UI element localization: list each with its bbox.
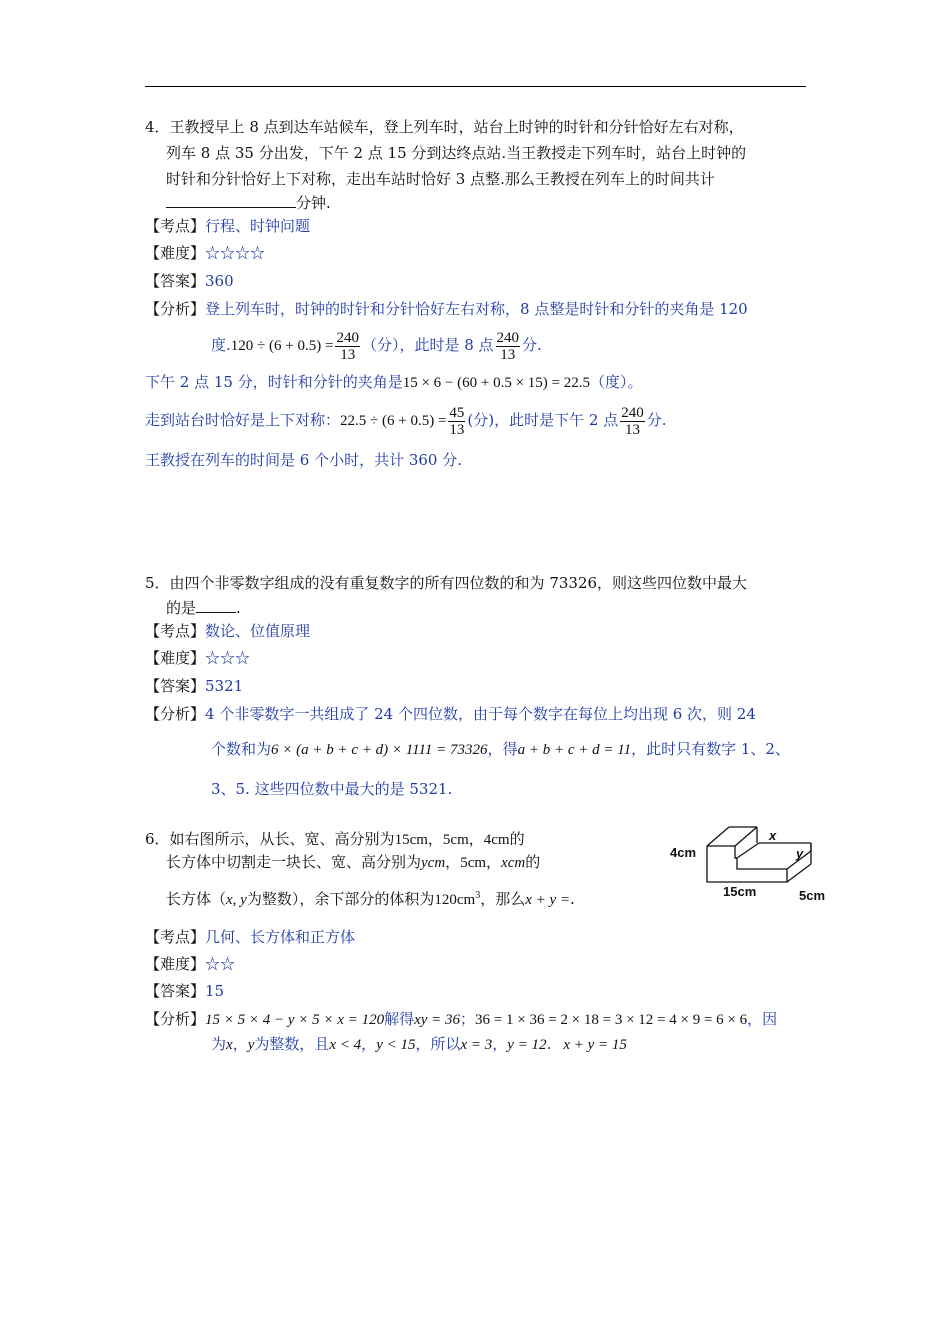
q4-a2-fraction-2 (496, 330, 521, 363)
q5-nandu (145, 648, 250, 668)
q4-a2-pre: 度. (211, 336, 231, 354)
q6-a2-x: x (226, 1037, 233, 1053)
q5-answer-blank (196, 598, 236, 613)
q6-daan (145, 981, 224, 1001)
q6-kaodian-value: 几何、长方体和正方体 (205, 928, 356, 946)
q5-nandu-label: 【难度】 (145, 649, 206, 667)
q5-kaodian-label: 【考点】 (145, 622, 206, 640)
cuboid-edge (707, 827, 729, 846)
q6-text-2-end: 的 (525, 853, 541, 871)
header-rule (145, 86, 806, 87)
frac-denominator: 13 (624, 421, 640, 438)
q5-nandu-value: ☆☆☆ (205, 649, 251, 667)
q4-a2-mid: （分），此时是 8 点 (361, 336, 494, 354)
q6-a2-e2: y < 15 (376, 1037, 416, 1053)
q6-daan-value: 15 (205, 982, 225, 1000)
q6-cuboid-figure (665, 818, 835, 910)
q6-a2-comma2: ， (361, 1035, 377, 1053)
q4-analysis-2 (211, 327, 542, 364)
frac-numerator: 45 (449, 404, 465, 421)
q5-kaodian-value: 数论、位值原理 (205, 622, 311, 640)
q6-a1-expr: 15 × 5 × 4 − y × 5 × x = 120 (205, 1012, 385, 1028)
q6-nandu-label: 【难度】 (145, 955, 206, 973)
q6-sep-3: ， (445, 853, 461, 871)
frac-numerator: 240 (621, 404, 644, 421)
q6-number: 6． (145, 830, 170, 848)
fig-label-height: 4cm (670, 845, 697, 860)
q5-analysis-3 (211, 779, 452, 799)
frac-numerator: 240 (336, 329, 359, 346)
q4-a4-mid: (分)，此时是下午 2 点 (467, 411, 619, 429)
frac-denominator: 13 (449, 421, 465, 438)
q6-a2-e3: x = 3 (460, 1037, 493, 1053)
q6-a2-comma3: ， (492, 1035, 508, 1053)
q6-sum-expr: x + y = (525, 892, 571, 908)
q5-fenxi (145, 704, 756, 724)
cuboid-edge (737, 843, 759, 858)
q5-line2 (166, 598, 241, 618)
q5-text-2: 的是 (166, 599, 197, 617)
q4-daan-label: 【答案】 (145, 272, 206, 290)
q6-text-1-end: 的 (509, 830, 525, 848)
q6-text-1: 如右图所示，从长、宽、高分别为 (169, 830, 395, 848)
q5-daan-value: 5321 (205, 677, 244, 695)
q6-a2-dot: . (546, 1035, 552, 1053)
q6-xy: x, y (226, 892, 247, 908)
fig-label-length: 15cm (723, 884, 757, 899)
q4-daan-value: 360 (205, 272, 234, 290)
q6-analysis-2 (211, 1034, 627, 1055)
q6-volume: 120cm (434, 892, 476, 908)
q6-sep-4: ， (486, 853, 502, 871)
q6-a1-mid: 解得 (384, 1010, 415, 1028)
q6-v4: 4cm (483, 832, 510, 848)
q4-analysis-1: 登上列车时，时钟的时针和分针恰好左右对称，8 点整是时针和分针的夹角是 120 (205, 300, 748, 318)
q5-a2-expr: 6 × (a + b + c + d) × 1111 = 73326 (271, 742, 488, 758)
q6-v5b: 5cm (460, 855, 487, 871)
q4-analysis-5 (145, 450, 462, 470)
q4-nandu (145, 243, 265, 263)
q4-line3 (166, 169, 715, 189)
frac-denominator: 13 (340, 346, 356, 363)
q6-a2-e1: x < 4 (329, 1037, 362, 1053)
q6-vx: xcm (501, 855, 526, 871)
q4-analysis-4 (145, 402, 667, 439)
q4-a3-expr: 15 × 6 − (60 + 0.5 × 15) = 22.5 (402, 375, 591, 391)
q6-kaodian (145, 927, 355, 947)
q6-line3 (166, 889, 575, 910)
q4-a4-pre: 走到站台时恰好是上下对称： (145, 411, 341, 429)
q6-a2-comma1: ， (232, 1035, 248, 1053)
q5-a3-text: 3、5. 这些四位数中最大的是 5321. (211, 780, 453, 798)
q6-a1-expr2: xy = 36 (414, 1012, 461, 1028)
q6-a2-y: y (247, 1037, 255, 1053)
q6-v15: 15cm (394, 832, 428, 848)
q5-daan-label: 【答案】 (145, 677, 206, 695)
frac-numerator: 240 (496, 329, 520, 346)
q4-fenxi-label: 【分析】 (145, 300, 206, 318)
q4-line4 (166, 193, 331, 213)
q4-kaodian (145, 216, 310, 236)
q6-kaodian-label: 【考点】 (145, 928, 206, 946)
q4-a2-fraction (335, 330, 360, 363)
q6-a1-expr3: 36 = 1 × 36 = 2 × 18 = 3 × 12 = 4 × 9 = 6 × 6 (475, 1012, 748, 1028)
q4-text-2: 列车 8 点 35 分出发，下午 2 点 15 分到达终点站.当王教授走下列车时，站台上时钟的 (166, 144, 747, 162)
q5-line1 (145, 573, 747, 593)
q4-text-4: 分钟. (296, 194, 331, 212)
q5-kaodian (145, 621, 310, 641)
fig-label-x: x (769, 828, 777, 843)
q6-a2-pre: 为 (211, 1035, 227, 1053)
q6-v5: 5cm (442, 832, 469, 848)
q6-nandu (145, 954, 235, 974)
q4-line2 (166, 143, 746, 163)
q4-analysis-3 (145, 372, 643, 393)
q5-a2-end: ，此时只有数字 1、2、 (631, 740, 790, 758)
q4-a3-end: （度）。 (590, 373, 643, 391)
q4-a2-end: 分. (522, 336, 542, 354)
q6-sep-2: ， (468, 830, 484, 848)
q4-a3-pre: 下午 2 点 15 分，时针和分针的夹角是 (145, 373, 403, 391)
q5-daan (145, 676, 243, 696)
q5-analysis-2 (211, 739, 790, 760)
q6-fenxi (145, 1009, 777, 1030)
fig-label-y: y (796, 846, 804, 861)
q4-fenxi (145, 299, 748, 319)
q6-text-3-mid2: ，那么 (480, 890, 526, 908)
q6-text-3: 长方体（ (166, 890, 227, 908)
q5-a2-pre: 个数和为 (211, 740, 272, 758)
q4-text-1: 王教授早上 8 点到达车站候车，登上列车时，站台上时钟的时针和分针恰好左右对称， (169, 118, 744, 136)
q4-kaodian-value: 行程、时钟问题 (205, 217, 311, 235)
cuboid-edge (735, 827, 757, 846)
q6-line2 (166, 852, 540, 873)
q4-a5-text: 王教授在列车的时间是 6 个小时，共计 360 分. (145, 451, 463, 469)
q4-kaodian-label: 【考点】 (145, 217, 206, 235)
q4-answer-blank (166, 193, 296, 208)
q6-fenxi-label: 【分析】 (145, 1010, 206, 1028)
q6-text-2: 长方体中切割走一块长、宽、高分别为 (166, 853, 422, 871)
q4-a4-fraction-2 (620, 405, 645, 438)
q6-text-3-mid: 为整数），余下部分的体积为 (246, 890, 435, 908)
q6-a2-mid: 为整数，且 (254, 1035, 330, 1053)
q4-daan (145, 271, 234, 291)
q4-a2-expr: 120 ÷ (6 + 0.5) = (230, 338, 334, 354)
q5-a2-mid: ，得 (487, 740, 518, 758)
q6-vy: ycm (421, 855, 446, 871)
q5-text-1: 由四个非零数字组成的没有重复数字的所有四位数的和为 73326，则这些四位数中最大 (169, 574, 748, 592)
q5-text-2-end: . (236, 599, 241, 617)
q5-number: 5． (145, 574, 170, 592)
q6-line1 (145, 829, 525, 850)
q4-number: 4． (145, 118, 170, 136)
q5-a2-expr2: a + b + c + d = 11 (517, 742, 632, 758)
q6-text-3-end: . (570, 890, 575, 908)
q4-line1 (145, 117, 744, 137)
fig-label-width: 5cm (799, 888, 826, 903)
q4-a4-expr: 22.5 ÷ (6 + 0.5) = (340, 413, 447, 429)
q6-a2-e5: x + y = 15 (563, 1037, 627, 1053)
q6-a1-end: ，因 (747, 1010, 778, 1028)
q6-a2-e4: y = 12 (507, 1037, 547, 1053)
q4-a4-end: 分. (646, 411, 667, 429)
q5-fenxi-label: 【分析】 (145, 705, 206, 723)
q4-text-3: 时针和分针恰好上下对称，走出车站时恰好 3 点整.那么王教授在列车上的时间共计 (166, 170, 715, 188)
q5-analysis-1: 4 个非零数字一共组成了 24 个四位数，由于每个数字在每位上均出现 6 次，则 24 (205, 705, 756, 723)
q4-nandu-value: ☆☆☆☆ (205, 244, 266, 262)
q6-volume-exp: 3 (475, 890, 481, 901)
q4-a4-fraction (448, 405, 465, 438)
frac-denominator: 13 (500, 346, 516, 363)
q6-a1-sep: ； (460, 1010, 476, 1028)
q6-a2-mid2: ，所以 (415, 1035, 461, 1053)
q4-nandu-label: 【难度】 (145, 244, 206, 262)
q6-sep-1: ， (427, 830, 443, 848)
q6-daan-label: 【答案】 (145, 982, 206, 1000)
q6-nandu-value: ☆☆ (205, 955, 236, 973)
